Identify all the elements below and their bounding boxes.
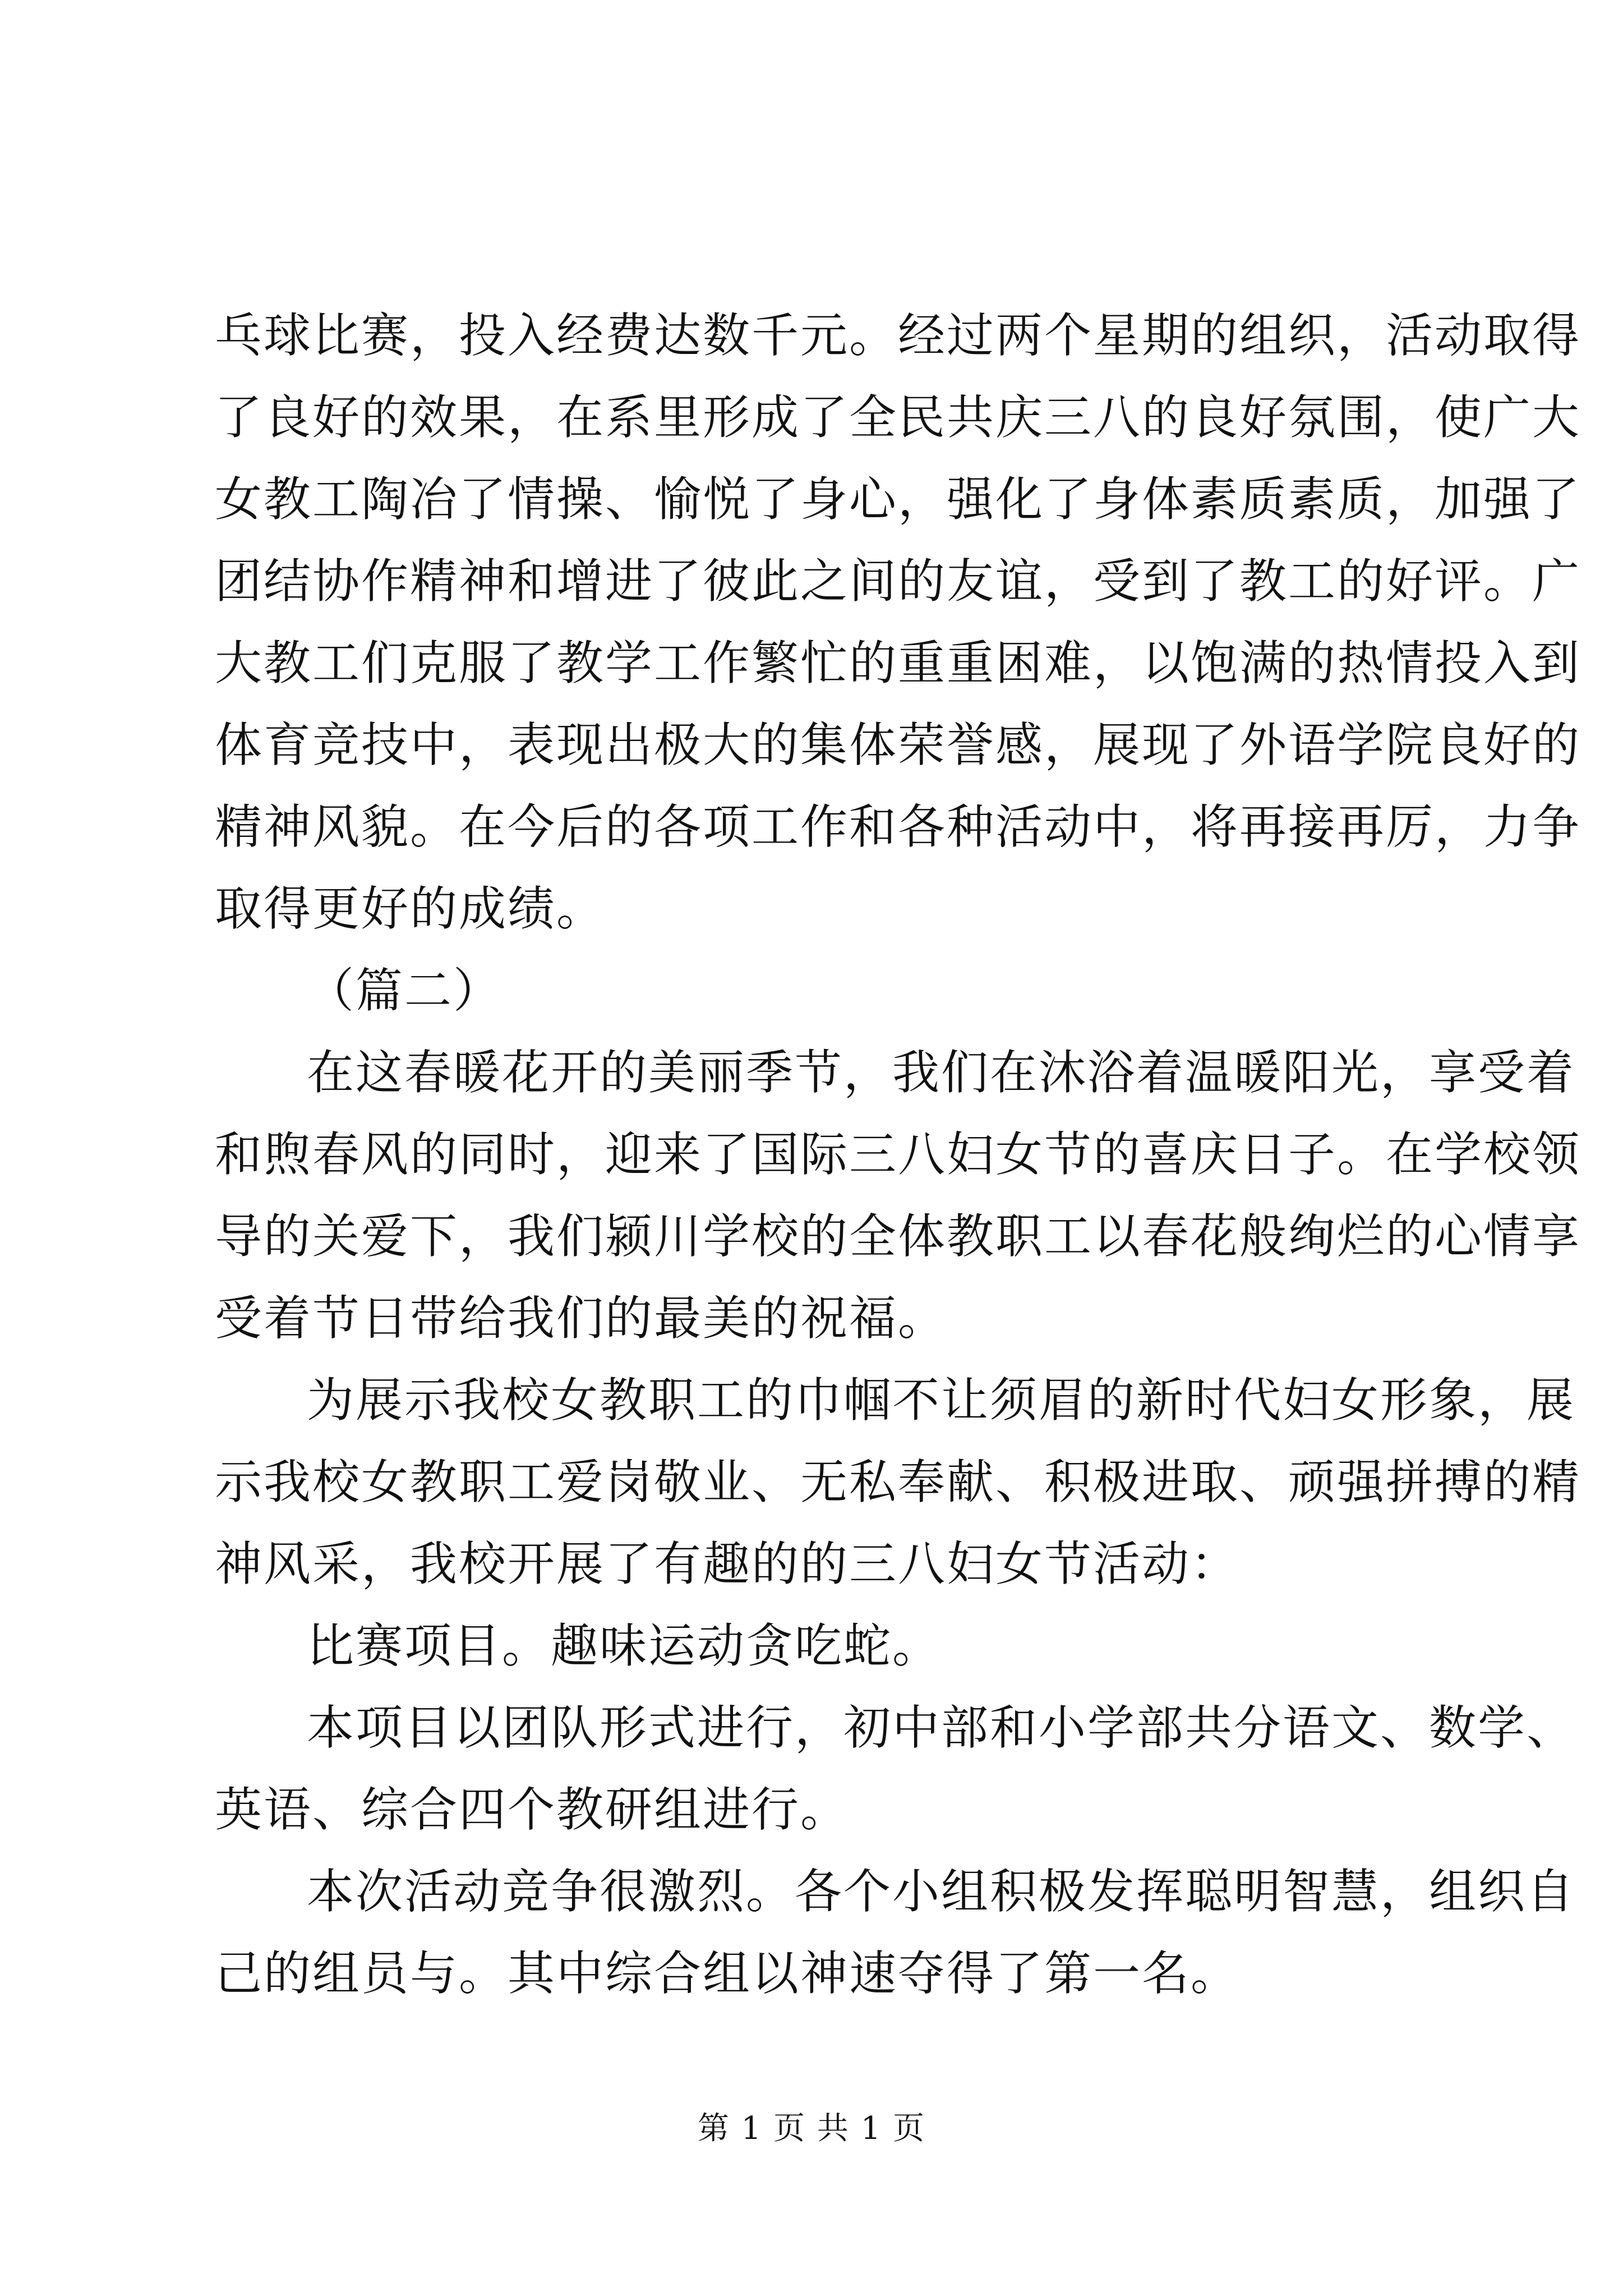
text-line: 导的关爱下，我们颍川学校的全体教职工以春花般绚烂的心情享 bbox=[215, 1209, 1581, 1264]
text-line: 乓球比赛，投入经费达数千元。经过两个星期的组织，活动取得 bbox=[215, 308, 1581, 363]
text-line: 精神风貌。在今后的各项工作和各种活动中，将再接再厉，力争 bbox=[215, 799, 1581, 854]
text-line: 示我校女教职工爱岗敬业、无私奉献、积极进取、顽强拼搏的精 bbox=[215, 1455, 1581, 1510]
text-line: 取得更好的成绩。 bbox=[215, 881, 606, 936]
text-line: 女教工陶冶了情操、愉悦了身心，强化了身体素质素质，加强了 bbox=[215, 472, 1581, 527]
page-footer: 第 1 页 共 1 页 bbox=[697, 2110, 926, 2147]
text-line: 本项目以团队形式进行，初中部和小学部共分语文、数学、 bbox=[307, 1700, 1576, 1755]
text-line: 比赛项目。趣味运动贪吃蛇。 bbox=[307, 1618, 942, 1673]
text-line: 体育竞技中，表现出极大的集体荣誉感，展现了外语学院良好的 bbox=[215, 717, 1581, 772]
text-line: 了良好的效果，在系里形成了全民共庆三八的良好氛围，使广大 bbox=[215, 390, 1581, 445]
text-line: 团结协作精神和增进了彼此之间的友谊，受到了教工的好评。广 bbox=[215, 554, 1581, 609]
text-line: 受着节日带给我们的最美的祝福。 bbox=[215, 1291, 947, 1346]
text-line: 己的组员与。其中综合组以神速夺得了第一名。 bbox=[215, 1946, 1240, 2001]
text-line: 神风采，我校开展了有趣的的三八妇女节活动： bbox=[215, 1536, 1240, 1591]
text-line: 本次活动竞争很激烈。各个小组积极发挥聪明智慧，组织自 bbox=[307, 1864, 1576, 1919]
section-heading: （篇二） bbox=[307, 963, 502, 1018]
text-line: 和煦春风的同时，迎来了国际三八妇女节的喜庆日子。在学校领 bbox=[215, 1127, 1581, 1182]
text-line: 大教工们克服了教学工作繁忙的重重困难，以饱满的热情投入到 bbox=[215, 636, 1581, 691]
text-line: 在这春暖花开的美丽季节，我们在沐浴着温暖阳光，享受着 bbox=[307, 1045, 1576, 1100]
text-line: 为展示我校女教职工的巾帼不让须眉的新时代妇女形象，展 bbox=[307, 1373, 1576, 1428]
text-line: 英语、综合四个教研组进行。 bbox=[215, 1782, 850, 1837]
